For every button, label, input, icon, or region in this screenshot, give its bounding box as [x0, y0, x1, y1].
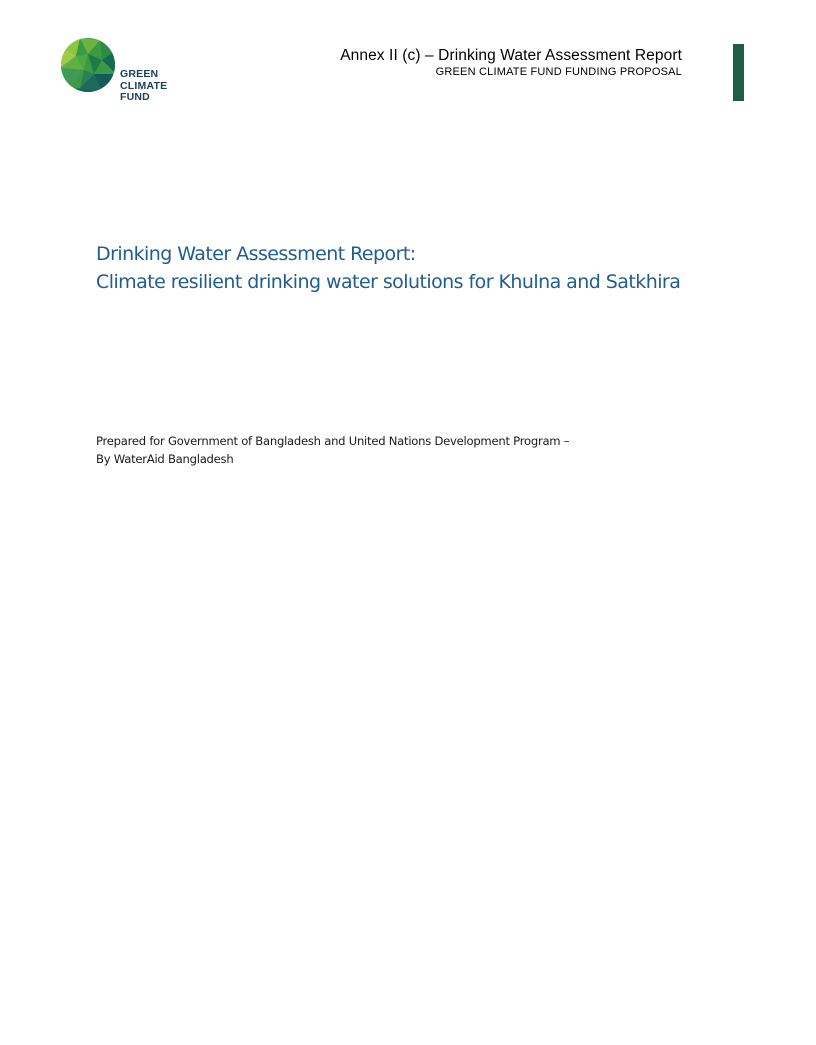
- logo-line-fund: FUND: [120, 91, 150, 103]
- green-climate-fund-logo-icon: [58, 36, 118, 96]
- document-title-line-1: Drinking Water Assessment Report:: [96, 243, 416, 265]
- prepared-line-2: By WaterAid Bangladesh: [96, 452, 234, 466]
- header-accent-bar: [733, 44, 744, 101]
- prepared-for-statement: [96, 432, 736, 468]
- logo-wordmark: [120, 69, 167, 104]
- prepared-line-1: Prepared for Government of Bangladesh and United Nations Development Program –: [96, 434, 570, 448]
- logo-line-climate: CLIMATE: [120, 79, 168, 92]
- header-subtitle: GREEN CLIMATE FUND FUNDING PROPOSAL: [435, 66, 682, 78]
- green-climate-fund-logo: [58, 36, 178, 110]
- logo-line-green: GREEN: [120, 68, 159, 80]
- header-title: Annex II (c) – Drinking Water Assessment Report: [340, 47, 682, 64]
- document-title-line-2: Climate resilient drinking water solutions for Khulna and Satkhira: [96, 271, 681, 293]
- document-title: [96, 240, 796, 296]
